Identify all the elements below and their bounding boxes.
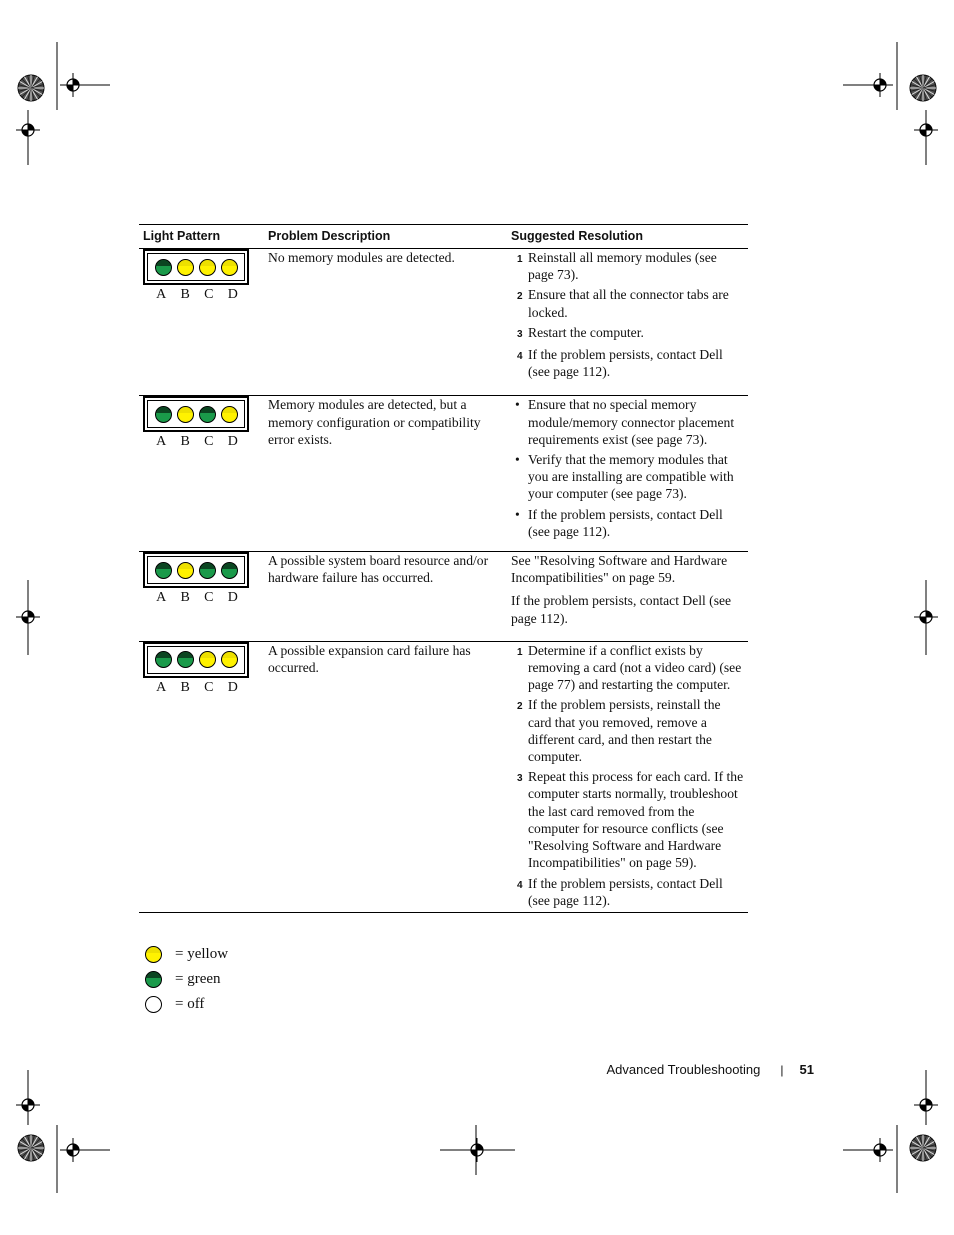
table-row — [139, 552, 748, 642]
light-letter: C — [204, 287, 214, 302]
problem-description: A possible expansion card failure has occurred. — [264, 641, 507, 912]
crosshair-target-icon — [61, 1138, 85, 1162]
light-letter: A — [156, 590, 167, 606]
header-suggested-resolution: Suggested Resolution — [507, 225, 748, 249]
light-pattern-table — [139, 224, 748, 913]
step-text: Reinstall all memory modules (see page 73). — [528, 250, 717, 283]
resolution-paragraph: See "Resolving Software and Hardware Incompatibilities" on page 59. — [511, 553, 728, 586]
diagnostic-light-a-green-icon — [155, 651, 172, 668]
light-letter: A — [156, 434, 167, 450]
resolution-paragraph: If the problem persists, contact Dell (see page 112). — [511, 593, 732, 626]
yellow-light-icon — [145, 946, 162, 963]
table-row — [139, 249, 748, 396]
light-letter: C — [204, 679, 214, 695]
page-footer — [606, 1062, 814, 1077]
bullet-icon: • — [515, 397, 520, 413]
step-text: Repeat this process for each card. If the computer starts normally, troubleshoot the last card removed from the computer for resource conflicts (see "Resolving Software and Hardware Incompatibilities" on page 59). — [528, 769, 744, 871]
suggested-resolution — [507, 396, 748, 552]
step-text: Ensure that all the connector tabs are locked. — [528, 287, 729, 320]
resolution-step — [511, 696, 744, 765]
step-number: 3 — [517, 773, 523, 785]
resolution-step — [511, 768, 744, 871]
step-text: If the problem persists, contact Dell (see page 112). — [528, 347, 723, 380]
diagnostic-light-a-green-icon — [155, 406, 172, 423]
diagnostic-light-d-yellow-icon — [221, 406, 238, 423]
diagnostic-light-a-green-icon — [155, 562, 172, 579]
crosshair-target-icon — [868, 1138, 892, 1162]
light-letters — [149, 286, 245, 303]
light-letter: B — [180, 434, 190, 450]
table-header-row — [139, 225, 748, 249]
footer-separator: | — [780, 1062, 784, 1077]
bullet-text: Ensure that no special memory module/memory connector placement requirements exist (see page 73). — [528, 397, 735, 447]
light-letter: B — [180, 679, 190, 695]
diagnostic-light-d-yellow-icon — [221, 651, 238, 668]
diagnostic-light-d-yellow-icon — [221, 259, 238, 276]
step-number: 2 — [517, 701, 523, 713]
step-text: If the problem persists, contact Dell (see page 112). — [528, 875, 723, 908]
crosshair-target-icon — [465, 1138, 489, 1162]
green-light-icon — [145, 971, 162, 988]
crosshair-target-icon — [16, 605, 40, 629]
footer-section-title: Advanced Troubleshooting — [606, 1062, 761, 1077]
resolution-step — [511, 346, 744, 380]
suggested-resolution — [507, 641, 748, 912]
resolution-step — [511, 324, 744, 343]
off-light-icon — [145, 996, 162, 1013]
diagnostic-light-b-yellow-icon — [177, 562, 194, 579]
color-calibration-starburst-icon — [910, 1135, 936, 1161]
diagnostic-light-b-yellow-icon — [177, 259, 194, 276]
crosshair-target-icon — [868, 73, 892, 97]
diagnostic-light-b-green-icon — [177, 651, 194, 668]
bullet-text: If the problem persists, contact Dell (see page 112). — [528, 506, 723, 539]
light-pattern-cell — [139, 552, 264, 642]
step-number: 1 — [517, 254, 523, 265]
problem-description: A possible system board resource and/or hardware failure has occurred. — [264, 552, 507, 642]
diagnostic-light-c-yellow-icon — [199, 651, 216, 668]
table-row — [139, 641, 748, 912]
legend-item-green — [145, 967, 228, 992]
step-number: 2 — [517, 291, 523, 303]
legend-label: = green — [175, 971, 221, 987]
step-text: If the problem persists, reinstall the card that you removed, remove a different card, and then restart the computer. — [528, 697, 721, 765]
suggested-resolution — [507, 249, 748, 396]
header-light-pattern: Light Pattern — [139, 225, 264, 249]
resolution-bullet — [511, 396, 744, 448]
step-number: 3 — [517, 328, 523, 340]
step-number: 4 — [517, 879, 523, 891]
resolution-step — [511, 286, 744, 320]
diagnostic-light-c-green-icon — [199, 562, 216, 579]
diagnostic-light-panel — [143, 396, 249, 432]
diagnostic-light-d-green-icon — [221, 562, 238, 579]
light-letter: A — [156, 679, 167, 695]
light-letter: D — [227, 434, 238, 450]
light-letter: A — [156, 287, 167, 302]
crosshair-target-icon — [16, 1093, 40, 1117]
light-pattern-cell — [139, 641, 264, 912]
light-letter: B — [180, 287, 190, 302]
diagnostic-light-panel — [143, 642, 249, 678]
header-problem-description: Problem Description — [264, 225, 507, 249]
light-letters — [149, 589, 245, 606]
light-legend — [145, 942, 228, 1017]
light-letter: B — [180, 590, 190, 606]
color-calibration-starburst-icon — [18, 1135, 44, 1161]
bullet-icon: • — [515, 452, 520, 468]
light-letter: D — [227, 679, 238, 695]
table-row — [139, 396, 748, 552]
light-pattern-cell — [139, 396, 264, 552]
light-pattern-cell — [139, 249, 264, 396]
legend-item-yellow — [145, 942, 228, 967]
legend-label: = yellow — [175, 946, 229, 962]
step-text: Determine if a conflict exists by removing a card (not a video card) (see page 77) and restarting the computer. — [528, 642, 742, 693]
crosshair-target-icon — [914, 118, 938, 142]
light-letters — [149, 679, 245, 696]
resolution-bullet — [511, 506, 744, 540]
crosshair-target-icon — [914, 1093, 938, 1117]
bullet-text: Verify that the memory modules that you are installing are compatible with your computer (see page 73). — [528, 452, 734, 502]
light-letter: C — [204, 590, 214, 606]
diagnostic-light-panel — [143, 552, 249, 588]
color-calibration-starburst-icon — [18, 75, 44, 101]
color-calibration-starburst-icon — [910, 75, 936, 101]
legend-item-off — [145, 992, 228, 1017]
crosshair-target-icon — [914, 605, 938, 629]
light-letter: C — [204, 434, 214, 450]
bullet-icon: • — [515, 506, 520, 522]
resolution-step — [511, 642, 744, 694]
resolution-bullet — [511, 451, 744, 503]
resolution-step — [511, 249, 744, 283]
diagnostic-light-panel — [143, 249, 249, 285]
step-number: 1 — [517, 646, 523, 658]
diagnostic-light-c-yellow-icon — [199, 259, 216, 276]
light-letter: D — [227, 287, 238, 302]
light-letters — [149, 433, 245, 450]
resolution-step — [511, 875, 744, 909]
step-text: Restart the computer. — [528, 324, 644, 340]
crosshair-target-icon — [16, 118, 40, 142]
problem-description: No memory modules are detected. — [264, 249, 507, 396]
crosshair-target-icon — [61, 73, 85, 97]
suggested-resolution — [507, 552, 748, 642]
light-letter: D — [227, 590, 238, 606]
legend-label: = off — [175, 996, 205, 1012]
diagnostic-light-a-green-icon — [155, 259, 172, 276]
step-number: 4 — [517, 351, 523, 363]
page-number: 51 — [799, 1062, 814, 1077]
diagnostic-light-c-green-icon — [199, 406, 216, 423]
diagnostic-light-b-yellow-icon — [177, 406, 194, 423]
problem-description: Memory modules are detected, but a memory configuration or compatibility error exists. — [264, 396, 507, 552]
